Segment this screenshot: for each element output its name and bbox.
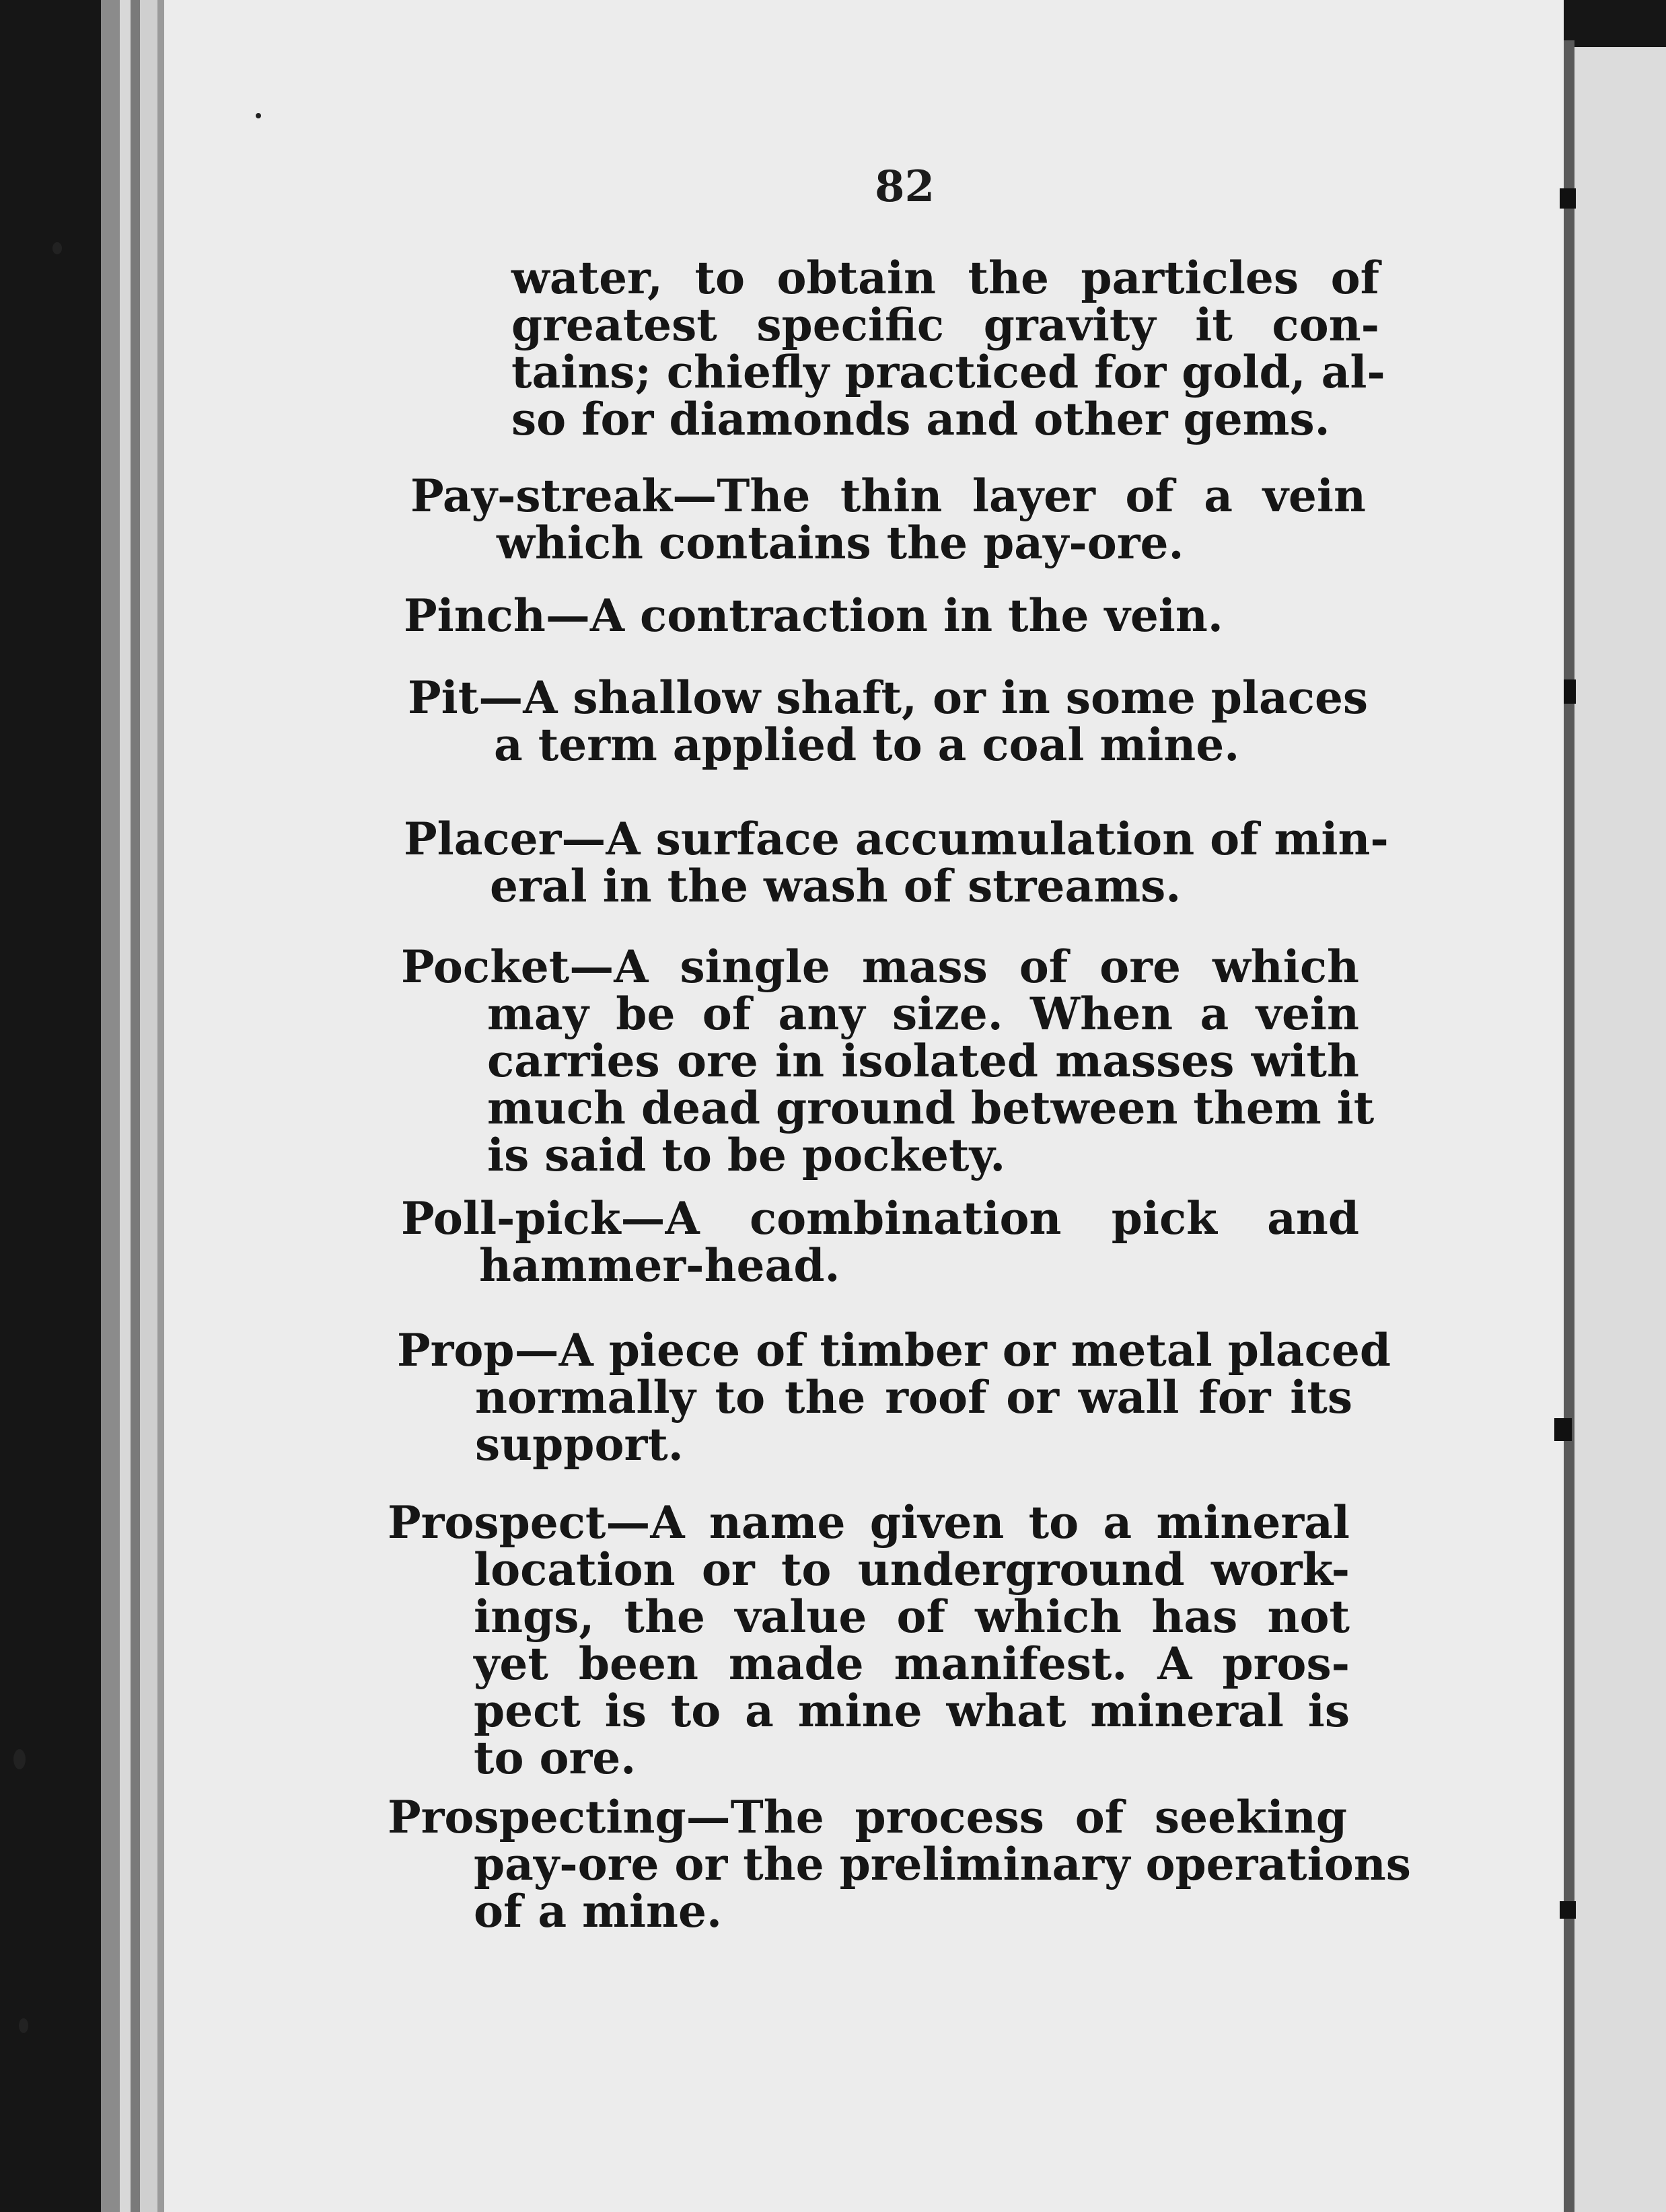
page-stack-edge bbox=[120, 0, 131, 2212]
page-number: 82 bbox=[875, 161, 935, 212]
binding-mark bbox=[1560, 188, 1576, 209]
facing-page-edge bbox=[1574, 47, 1666, 2212]
entry-line: of a mine. bbox=[474, 1885, 722, 1938]
scan-speck bbox=[52, 242, 62, 254]
entry-line: Poll-pick—A combination pick and bbox=[401, 1192, 1359, 1245]
entry-line: Prospecting—The process of seeking bbox=[388, 1791, 1347, 1843]
entry-line: is said to be pockety. bbox=[487, 1129, 1006, 1181]
glossary-entry-placer bbox=[404, 813, 1389, 912]
entry-line: Pinch—A contraction in the vein. bbox=[404, 589, 1223, 642]
entry-line: pay-ore or the preliminary operations bbox=[474, 1838, 1411, 1890]
entry-line: Pay-streak—The thin layer of a vein bbox=[410, 470, 1366, 522]
entry-line: normally to the roof or wall for its bbox=[475, 1371, 1352, 1424]
entry-line: support. bbox=[475, 1418, 684, 1471]
glossary-entry-pocket bbox=[401, 941, 1375, 1181]
entry-line: tains; chiefly practiced for gold, al- bbox=[511, 346, 1385, 398]
entry-line: carries ore in isolated masses with bbox=[487, 1035, 1359, 1087]
scan-speck bbox=[13, 1749, 26, 1769]
entry-line: Prop—A piece of timber or metal placed bbox=[397, 1324, 1391, 1376]
entry-line: a term applied to a coal mine. bbox=[494, 718, 1240, 771]
entry-line: may be of any size. When a vein bbox=[487, 988, 1359, 1040]
binding-mark bbox=[1554, 1418, 1572, 1441]
entry-line: Pit—A shallow shaft, or in some places bbox=[408, 671, 1369, 724]
glossary-entry-prop bbox=[397, 1324, 1391, 1471]
book-spine-edge bbox=[101, 0, 120, 2212]
binding-mark bbox=[1564, 679, 1576, 704]
glossary-entry-pinch bbox=[404, 589, 1359, 642]
glossary-entry-pit bbox=[408, 671, 1369, 771]
entry-line: much dead ground between them it bbox=[487, 1082, 1375, 1134]
entry-line: greatest specific gravity it con- bbox=[511, 299, 1379, 351]
entry-line: water, to obtain the particles of bbox=[511, 252, 1379, 304]
glossary-entry-poll-pick bbox=[401, 1192, 1359, 1292]
page-stack-edge bbox=[157, 0, 164, 2212]
page-stack-edge bbox=[140, 0, 157, 2212]
entry-line: pect is to a mine what mineral is bbox=[474, 1685, 1350, 1737]
binding-mark bbox=[1560, 1901, 1576, 1919]
entry-line: yet been made manifest. A pros- bbox=[474, 1637, 1350, 1690]
glossary-entry-prospecting bbox=[388, 1791, 1411, 1938]
page-stack-edge bbox=[131, 0, 140, 2212]
entry-line: to ore. bbox=[474, 1732, 637, 1784]
entry-line: which contains the pay-ore. bbox=[497, 517, 1184, 569]
entry-line: location or to underground work- bbox=[474, 1543, 1350, 1596]
entry-line: Placer—A surface accumulation of min- bbox=[404, 813, 1389, 865]
glossary-entry-prospect bbox=[388, 1496, 1350, 1784]
binding-edge bbox=[1564, 40, 1574, 2212]
entry-line: ings, the value of which has not bbox=[474, 1590, 1350, 1643]
entry-line: eral in the wash of streams. bbox=[490, 860, 1182, 912]
entry-line: Prospect—A name given to a mineral bbox=[388, 1496, 1350, 1549]
glossary-entry-pay-streak bbox=[410, 470, 1366, 569]
entry-line: so for diamonds and other gems. bbox=[511, 393, 1330, 445]
scan-speck bbox=[19, 2018, 28, 2033]
scan-speck bbox=[256, 113, 261, 118]
entry-line: hammer-head. bbox=[479, 1239, 840, 1292]
glossary-entry-continuation bbox=[511, 252, 1385, 445]
entry-line: Pocket—A single mass of ore which bbox=[401, 941, 1359, 993]
